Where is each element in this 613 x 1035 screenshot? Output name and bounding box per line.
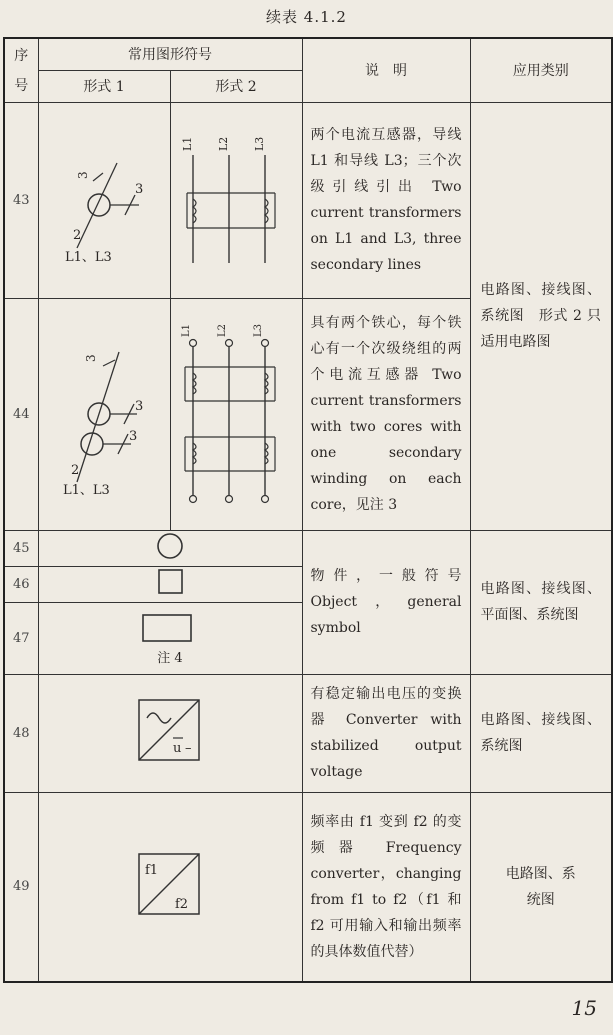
table-row (4, 530, 612, 566)
row-number: 46 (4, 566, 38, 602)
row47-symbol-cell (38, 602, 302, 674)
phase-label: L1 (181, 136, 194, 151)
header-symbol-group: 常用图形符号 (38, 38, 302, 70)
form1-label: L1、L3 (65, 250, 112, 265)
header-form2: 形式 2 (170, 70, 302, 102)
app-45-47: 电路图、接线图、平面图、系统图 (470, 530, 612, 674)
row45-symbol-cell (38, 530, 302, 566)
form1-label: 3 (76, 171, 90, 179)
header-application: 应用类别 (470, 38, 612, 102)
row-number: 48 (4, 674, 38, 792)
output-frequency-label: f2 (175, 896, 189, 912)
table-caption: 续表 4.1.2 (266, 8, 347, 26)
square-symbol (150, 567, 190, 597)
row44-form2-cell (170, 298, 302, 530)
phase-label: L3 (253, 323, 264, 337)
row48-symbol-cell (38, 674, 302, 792)
header-seq (4, 38, 38, 102)
row49-application: 电路图、系统图 (470, 792, 612, 982)
form1-label: 3 (129, 429, 138, 444)
current-transformer-symbol (39, 123, 169, 273)
row44-description: 具有两个铁心，每个铁心有一个次级绕组的两个电流互感器 Two current transformers with two cores with one secondary winding on each core，见注 3 (302, 298, 470, 530)
table-row (4, 102, 612, 298)
two-core-transformer-symbol (39, 322, 169, 502)
note-label: 注 4 (157, 650, 183, 666)
form1-label: 3 (135, 182, 144, 197)
form1-label: 2 (71, 463, 80, 478)
row48-application: 电路图、接线图、系统图 (470, 674, 612, 792)
rectangle-symbol (140, 611, 200, 645)
phase-label: L2 (217, 136, 230, 151)
row49-symbol-cell (38, 792, 302, 982)
row46-symbol-cell (38, 566, 302, 602)
row43-description: 两个电流互感器，导线 L1 和导线 L3；三个次级引线引出 Two current transformers on L1 and L3, three secondary lines (302, 102, 470, 298)
row43-form2-cell (170, 102, 302, 298)
form1-label: 3 (135, 399, 144, 414)
symbol-table (3, 37, 613, 983)
app-43-44: 电路图、接线图、系统图 形式 2 只适用电路图 (470, 102, 612, 530)
frequency-converter-symbol (135, 850, 205, 920)
header-seq-line2: 号 (14, 78, 29, 95)
row44-form1-cell (38, 298, 170, 530)
row-number: 47 (4, 602, 38, 674)
desc-45-47: 物件，一般符号 Object，general symbol (302, 530, 470, 674)
row-number: 43 (4, 102, 38, 298)
header-seq-line1: 序 (14, 48, 29, 65)
row48-description: 有稳定输出电压的变换器 Converter with stabilized output voltage (302, 674, 470, 792)
table-row (4, 792, 612, 982)
phase-label: L3 (253, 136, 266, 151)
form1-label: 2 (73, 228, 82, 243)
symbol-label: u (173, 741, 182, 756)
row-number: 49 (4, 792, 38, 982)
header-form1: 形式 1 (38, 70, 170, 102)
row49-description: 频率由 f1 变到 f2 的变频器 Frequency converter，changing from f1 to f2（f1 和 f2 可用输入和输出频率的具体数值代替） (302, 792, 470, 982)
row-number: 44 (4, 298, 38, 530)
symbol-dash: – (185, 741, 192, 756)
phase-label: L1 (181, 323, 192, 337)
input-frequency-label: f1 (145, 862, 159, 878)
two-core-circuit-symbol (171, 317, 301, 507)
header-description: 说 明 (302, 38, 470, 102)
converter-symbol (135, 696, 205, 766)
form1-label: L1、L3 (63, 483, 110, 498)
phase-label: L2 (217, 323, 228, 337)
page-number: 15 (571, 996, 597, 1020)
circle-symbol (150, 531, 190, 561)
table-row (4, 674, 612, 792)
row43-form1-cell (38, 102, 170, 298)
row-number: 45 (4, 530, 38, 566)
current-transformer-circuit-symbol (171, 123, 301, 273)
form1-label: 3 (84, 354, 98, 362)
